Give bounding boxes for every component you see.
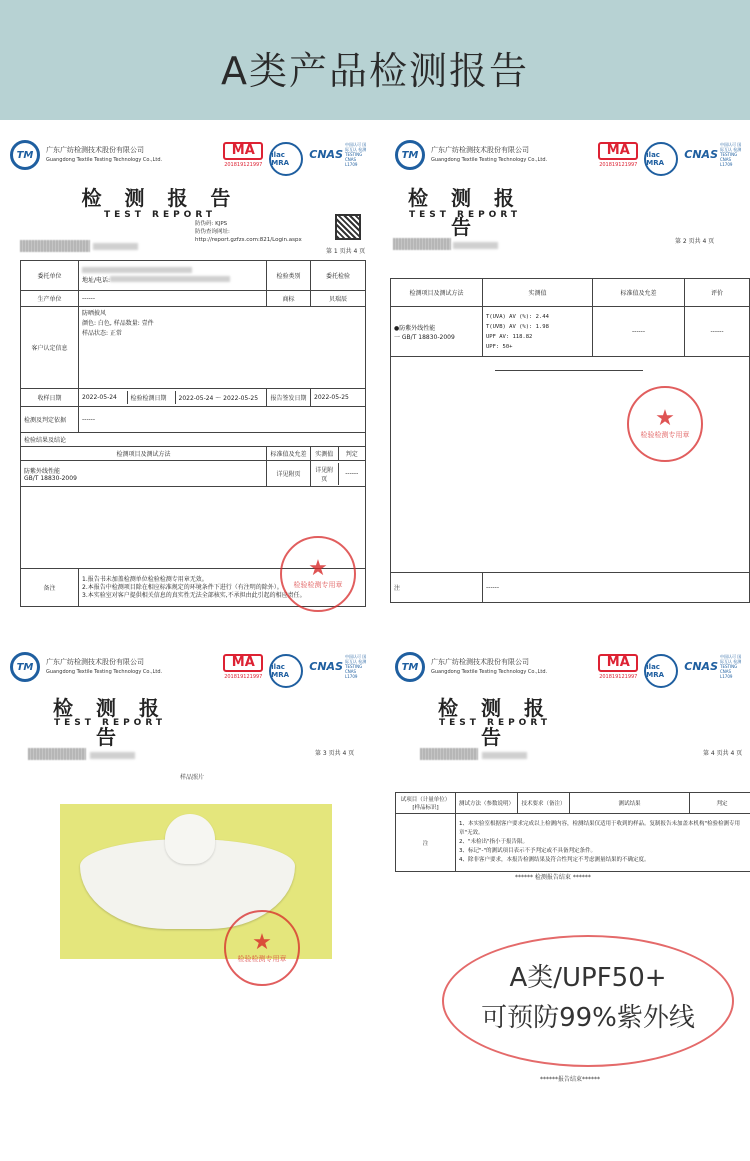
hood-image (165, 814, 215, 864)
company-name: 广东广纺检测技术股份有限公司 (46, 658, 144, 666)
report-subtitle: TEST REPORT (438, 718, 552, 728)
page-number: 第 1 页共 4 页 (326, 248, 366, 255)
company-name: 广东广纺检测技术股份有限公司 (431, 658, 529, 666)
red-seal: ★ 检验检测专用章 (627, 386, 703, 462)
report-page-1 (0, 128, 375, 638)
page-number: 第 4 页共 4 页 (703, 750, 743, 757)
company-header (10, 652, 162, 682)
cert-logos (223, 654, 367, 688)
barcode-redacted (393, 238, 451, 250)
ilac-logo: ilac MRA (644, 142, 678, 176)
uv-protection-text: 可预防99%紫外线 (481, 1003, 695, 1033)
security-code: 防伪码: KJPS (195, 221, 228, 227)
cert-logos (223, 142, 367, 176)
cert-logos (598, 142, 742, 176)
cert-logos (598, 654, 742, 688)
company-name-en: Guangdong Textile Testing Technology Co.,Ltd. (431, 157, 548, 163)
company-name-en: Guangdong Textile Testing Technology Co.,Ltd. (431, 669, 548, 675)
report-title: 检 测 报 告 (438, 696, 552, 749)
query-url: http://report.gzfzs.com:821/Login.aspx (195, 237, 302, 243)
cnas-logo: CNAS 中国认可 国际互认 检测 TESTING CNAS L1709 (309, 654, 367, 679)
company-logo-icon: TM (10, 652, 40, 682)
upf-highlight-oval (442, 935, 734, 1067)
upf-class-text: A类/UPF50+ (509, 963, 667, 993)
qr-code (335, 214, 361, 240)
report-no-redacted (453, 242, 498, 249)
page-title: A类产品检测报告 (221, 49, 529, 93)
cnas-logo: CNAS 中国认可 国际互认 检测 TESTING CNAS L1709 (684, 654, 742, 679)
cnas-logo: CNAS 中国认可 国际互认 检测 TESTING CNAS L1709 (684, 142, 742, 167)
barcode-redacted (28, 748, 86, 760)
photo-label: 样品照片 (180, 774, 205, 781)
ma-logo: MA 201819121997 (599, 655, 638, 680)
query-site: 防伪查询网址: (195, 229, 230, 235)
company-header (10, 140, 162, 170)
report-table: 委托单位 地址/电话: 检验类别 委托检验 生产单位 ------ 商标 贝瑞辰 客户认定信息 防晒披风 颜色: 白色, 样品数量: 壹件 样品状态: 正常 收样日期 2022-05-24 检验检测日期 2022-05-24 ～ 2022-05-25 报告签发日期 2022-05-25 检测及判定依据 ------ 检验结果及结论 检测项目及测试方法 标准值及允差 实测值 判定 防紫外线性能 GB/T 18830-2009 详见附页 详见附页 ------ 备注 1.报告书未加盖检测单位检验检测专用章无效。 2.本报告中检测项目除在相应标准规定的环境条件下进行（有注明的除外）。 3.本实验室对客户提供相关信息的真实性无法全部核实,不承担由此引起的相应责任。 (20, 260, 366, 607)
report-subtitle: TEST REPORT (103, 210, 217, 220)
result-table: 检测项目及测试方法 实测值 标准值及允差 评价 ●防紫外线性能 一 GB/T 18830-2009 T(UVA) AV (%): 2.44 T(UVB) AV (%): 1.98 UPF AV: 118.82 UPF: 50+ ------ ------ 注 ------ (390, 278, 750, 603)
ma-logo: MA 201819121997 (224, 143, 263, 168)
barcode-redacted (20, 240, 90, 252)
ilac-logo: ilac MRA (644, 654, 678, 688)
company-header (395, 140, 547, 170)
barcode-redacted (420, 748, 478, 760)
page-number: 第 2 页共 4 页 (675, 238, 715, 245)
report-title: 检 测 报 告 (81, 186, 239, 210)
page-number: 第 3 页共 4 页 (315, 750, 355, 757)
header-banner (0, 0, 750, 120)
report-subtitle: TEST REPORT (408, 210, 522, 220)
company-logo-icon: TM (395, 652, 425, 682)
report-title: 检 测 报 告 (408, 186, 522, 239)
report-subtitle: TEST REPORT (53, 718, 167, 728)
company-name-en: Guangdong Textile Testing Technology Co.,Ltd. (46, 669, 163, 675)
report-no-redacted (93, 243, 138, 250)
company-name: 广东广纺检测技术股份有限公司 (46, 146, 144, 154)
cnas-logo: CNAS 中国认可 国际互认 检测 TESTING CNAS L1709 (309, 142, 367, 167)
company-logo-icon: TM (10, 140, 40, 170)
bottom-end-mark: ******报告结束****** (540, 1076, 601, 1083)
report-page-2 (385, 128, 750, 638)
report-no-redacted (482, 752, 527, 759)
company-header (395, 652, 547, 682)
ma-logo: MA 201819121997 (224, 655, 263, 680)
report-end-mark: ****** 检测报告结束 ****** (515, 874, 591, 881)
company-logo-icon: TM (395, 140, 425, 170)
ma-logo: MA 201819121997 (599, 143, 638, 168)
company-name: 广东广纺检测技术股份有限公司 (431, 146, 529, 154)
report-title: 检 测 报 告 (53, 696, 167, 749)
red-seal: ★ 检验检测专用章 (280, 536, 356, 612)
end-line (495, 370, 643, 371)
ilac-logo: ilac MRA (269, 654, 303, 688)
notes-table: 试项目（计量单位）[样品标识] 测试方法（参数说明） 技术要求（备注） 测试结果 判定 注 1、本实验室根据客户要求完成以上检测内容，检测结果仅适用于收到的样品。复制报告未加盖本机构"检验检测专用章"无效。 2、"未检出"指小于报告限。 3、标记"-"的测试项目表示不予判定或不具备判定条件。 4、除非客户要求，本报告检测结果及符合性判定不考虑测量结果的不确定度。 (395, 792, 750, 872)
report-page-3 (0, 640, 375, 1040)
ilac-logo: ilac MRA (269, 142, 303, 176)
red-seal: ★ 检验检测专用章 (224, 910, 300, 986)
report-no-redacted (90, 752, 135, 759)
company-name-en: Guangdong Textile Testing Technology Co.,Ltd. (46, 157, 163, 163)
